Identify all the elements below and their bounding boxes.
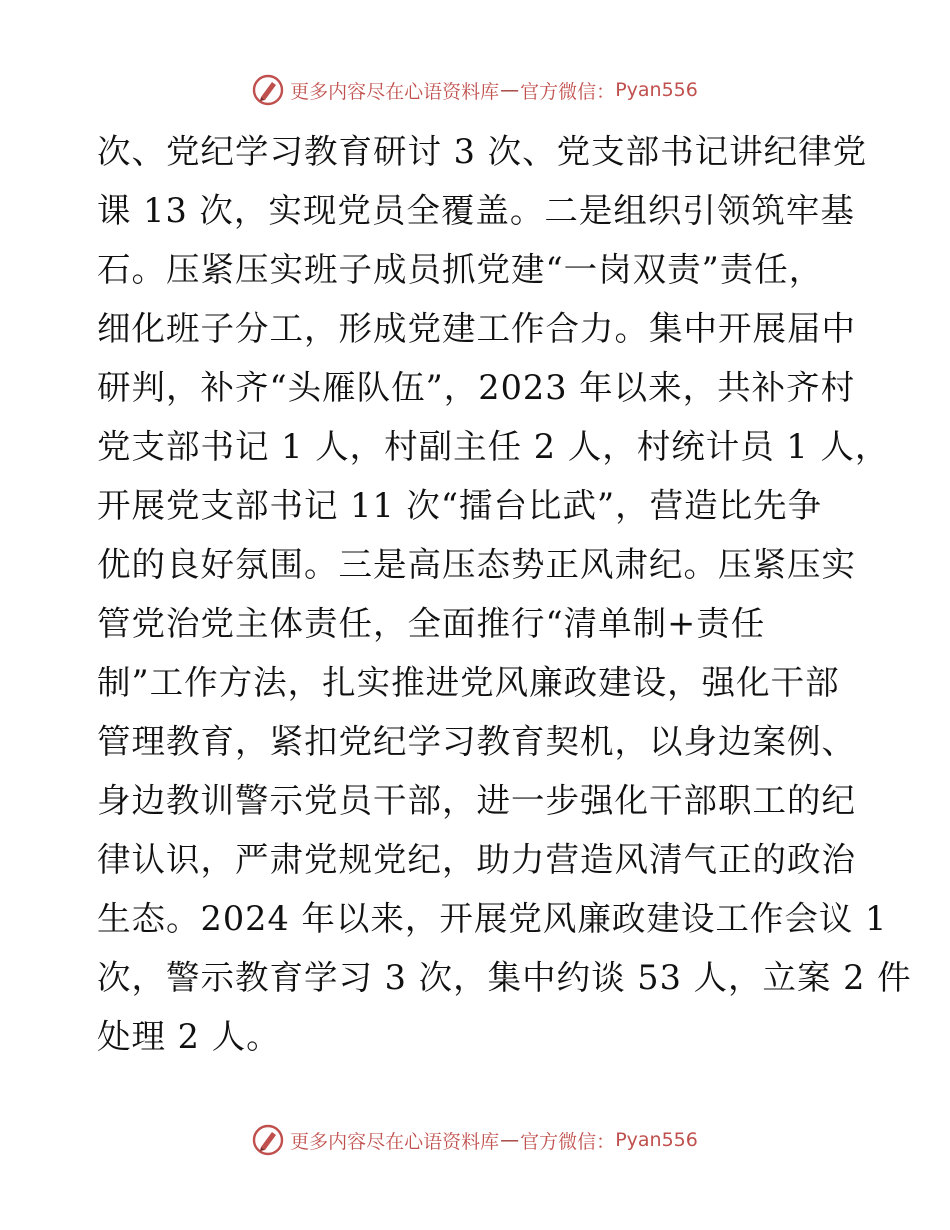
body-line: 处理 2 人。 xyxy=(97,1017,281,1056)
body-line: 制”工作方法，扎实推进党风廉政建设，强化干部 xyxy=(97,663,840,702)
watermark-wechat-id: Pyan556 xyxy=(615,79,698,101)
header-watermark xyxy=(0,74,950,106)
document-body xyxy=(97,122,912,1066)
body-line: 开展党支部书记 11 次“擂台比武”，营造比先争 xyxy=(97,486,823,525)
body-line: 研判，补齐“头雁队伍”，2023 年以来，共补齐村 xyxy=(97,368,856,407)
watermark-text: 更多内容尽在心语资料库 xyxy=(290,80,500,103)
body-line: 管理教育，紧扣党纪学习教育契机，以身边案例、 xyxy=(97,722,856,761)
body-line: 石。压紧压实班子成员抓党建“一岗双责”责任， xyxy=(97,250,824,289)
body-line: 生态。2024 年以来，开展党风廉政建设工作会议 1 xyxy=(97,899,888,938)
body-line: 律认识，严肃党规党纪，助力营造风清气正的政治 xyxy=(97,840,856,879)
watermark-text: 更多内容尽在心语资料库 xyxy=(290,1130,500,1153)
body-line: 细化班子分工，形成党建工作合力。集中开展届中 xyxy=(97,309,856,348)
body-line: 党支部书记 1 人，村副主任 2 人，村统计员 1 人， xyxy=(97,427,890,466)
body-line: 次，警示教育学习 3 次，集中约谈 53 人，立案 2 件 xyxy=(97,958,912,997)
pen-logo-icon xyxy=(252,1124,284,1156)
body-line: 优的良好氛围。三是高压态势正风肃纪。压紧压实 xyxy=(97,545,856,584)
footer-watermark xyxy=(0,1124,950,1156)
watermark-wechat-id: Pyan556 xyxy=(615,1129,698,1151)
body-line: 次、党纪学习教育研讨 3 次、党支部书记讲纪律党 xyxy=(97,132,868,171)
body-line: 课 13 次，实现党员全覆盖。二是组织引领筑牢基 xyxy=(97,191,855,230)
watermark-separator: — xyxy=(500,1129,520,1151)
pen-logo-icon xyxy=(252,74,284,106)
watermark-separator: — xyxy=(500,79,520,101)
body-line: 管党治党主体责任，全面推行“清单制+责任 xyxy=(97,604,766,643)
watermark-wechat-label: 官方微信： xyxy=(520,80,616,103)
body-line: 身边教训警示党员干部，进一步强化干部职工的纪 xyxy=(97,781,856,820)
watermark-wechat-label: 官方微信： xyxy=(520,1130,616,1153)
